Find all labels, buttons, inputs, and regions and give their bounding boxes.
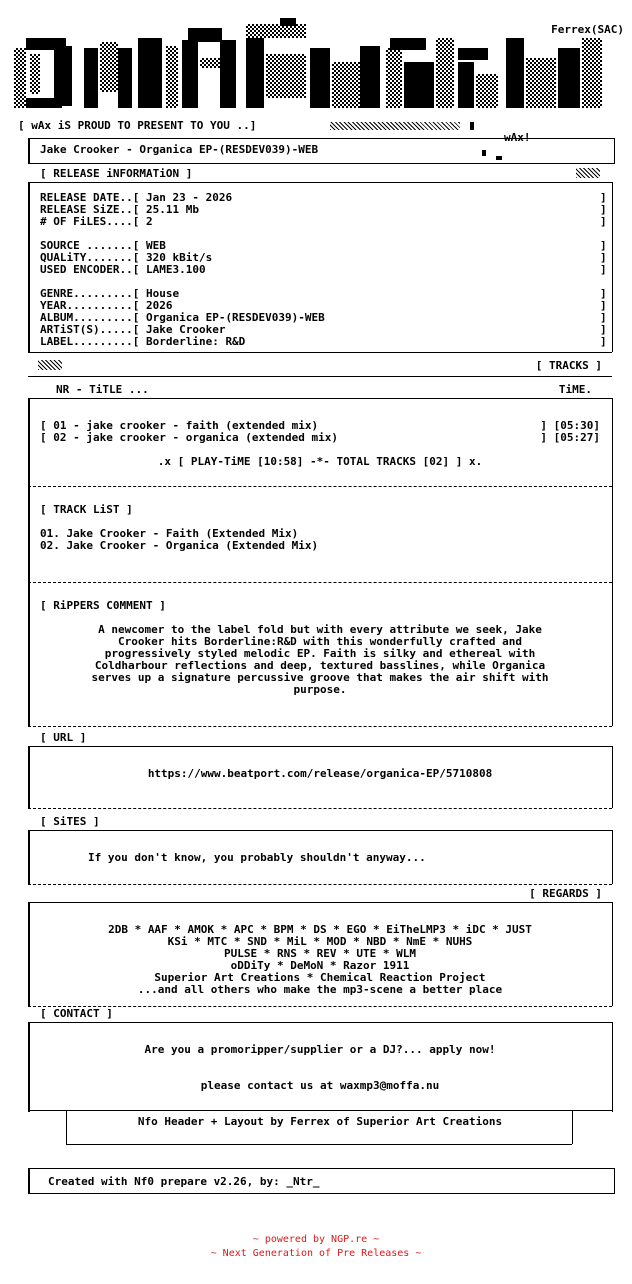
tracklist-header: [ TRACK LiST ] [40,503,133,516]
playtime-line: .x [ PLAY-TiME [10:58] -*- TOTAL TRACKS [02] ] x. [157,455,483,468]
sites-text: If you don't know, you probably shouldn't anyway... [88,851,426,864]
frame-right [612,398,613,582]
release-title: Jake Crooker - Organica EP-(RESDEV039)-WEB [40,143,319,156]
footer-tagline: ~ Next Generation of Pre Releases ~ [210,1248,422,1259]
contact-header: [ CONTACT ] [40,1007,113,1020]
tracks-hatch [38,360,62,370]
divider [28,1006,612,1007]
comment-line: purpose. [293,683,347,696]
divider [28,808,612,809]
divider [28,884,612,885]
comment-body [30,624,610,696]
footer-powered: ~ powered by NGP.re ~ [252,1234,380,1245]
comment-line: progressively styled melodic EP. Faith is silky and ethereal with [104,647,536,660]
info-row: ARTiST(S).....[ Jake Crooker [40,323,226,336]
info-row: SOURCE .......[ WEB [40,239,166,252]
wax-logo [10,18,610,118]
tracks-header: [ TRACKS ] [535,359,602,372]
url-link[interactable]: https://www.beatport.com/release/organica-EP/5710808 [147,767,493,780]
divider [28,486,612,487]
regards-list [28,924,612,996]
frame-right [612,582,613,726]
info-row: RELEASE DATE..[ Jan 23 - 2026 [40,191,233,204]
contact-apply: Are you a promoripper/supplier or a DJ?... apply now! [144,1043,496,1056]
logo-sub: wAx! [504,131,531,144]
divider [28,352,612,353]
divider [28,726,612,727]
divider [66,1144,572,1145]
divider [28,376,612,377]
info-row: QUALiTY.......[ 320 kBit/s [40,251,213,264]
contact-email[interactable]: please contact us at waxmp3@moffa.nu [200,1079,440,1092]
frame-right [612,746,613,808]
divider [28,1110,612,1111]
comment-line: A newcomer to the label fold but with every attribute we seek, Jake [98,623,542,636]
regards-line: oDDiTy * DeMoN * Razor 1911 [230,959,410,972]
track-row: [ 01 - jake crooker - faith (extended mix) [40,419,319,432]
info-row: RELEASE SiZE..[ 25.11 Mb [40,203,199,216]
frame-right [612,1022,613,1112]
info-row: ALBUM.........[ Organica EP-(RESDEV039)-WEB [40,311,325,324]
present-line: [ wAx iS PROUD TO PRESENT TO YOU ..] [18,119,257,132]
frame-left [28,1022,30,1112]
frame-left [28,182,30,352]
info-header: [ RELEASE iNFORMATiON ] [40,167,193,180]
info-row: YEAR..........[ 2026 [40,299,173,312]
divider [28,1022,612,1023]
info-brackets: ] ] ] ] ] ] ] ] ] ] ] [600,191,607,348]
tracklist-item: 01. Jake Crooker - Faith (Extended Mix) [40,527,299,540]
layout-credit: Nfo Header + Layout by Ferrex of Superior Art Creations [137,1115,503,1128]
url-header: [ URL ] [40,731,87,744]
comment-line: serves up a signature percussive groove that makes the air shift with [91,671,549,684]
sites-header: [ SiTES ] [40,815,100,828]
divider [28,830,612,831]
logo-drip [470,122,474,130]
info-hatch [576,168,600,178]
frame-left [28,830,30,884]
divider [28,902,612,903]
regards-line: Superior Art Creations * Chemical Reaction Project [154,971,486,984]
frame-right [612,182,613,352]
regards-line: 2DB * AAF * AMOK * APC * BPM * DS * EGO * EiTheLMP3 * iDC * JUST [108,923,532,936]
divider [28,398,612,399]
col-time: TiME. [558,383,592,396]
track-time: ] [05:30] [540,419,600,432]
regards-line: ...and all others who make the mp3-scene a better place [137,983,503,996]
track-row: [ 02 - jake crooker - organica (extended mix) [40,431,339,444]
regards-line: PULSE * RNS * REV * UTE * WLM [223,947,417,960]
frame-left [28,398,30,582]
regards-header: [ REGARDS ] [529,887,602,900]
track-time: ] [05:27] [540,431,600,444]
col-nr-title: NR - TiTLE ... [56,383,149,396]
frame-right [612,902,613,1006]
divider [28,746,612,747]
frame-right [612,830,613,884]
tracklist-item: 02. Jake Crooker - Organica (Extended Mix) [40,539,319,552]
info-row: USED ENCODER..[ LAME3.100 [40,263,206,276]
info-row: GENRE.........[ House [40,287,180,300]
comment-line: Coldharbour reflections and deep, textured basslines, while Organica [94,659,546,672]
comment-header: [ RiPPERS C0MMENT ] [40,599,166,612]
divider [28,582,612,583]
info-row: # OF FiLES....[ 2 [40,215,153,228]
info-row: LABEL.........[ Borderline: R&D [40,335,246,348]
divider [28,182,612,183]
created-with: Created with Nf0 prepare v2.26, by: _Ntr_ [48,1175,320,1188]
comment-line: Crooker hits Borderline:R&D with this wonderfully crafted and [118,635,522,648]
header-hatch [330,122,460,130]
info-list [40,192,325,348]
regards-line: KSi * MTC * SND * MiL * MOD * NBD * NmE * NUHS [167,935,473,948]
signature: Ferrex(SAC) [551,23,624,36]
